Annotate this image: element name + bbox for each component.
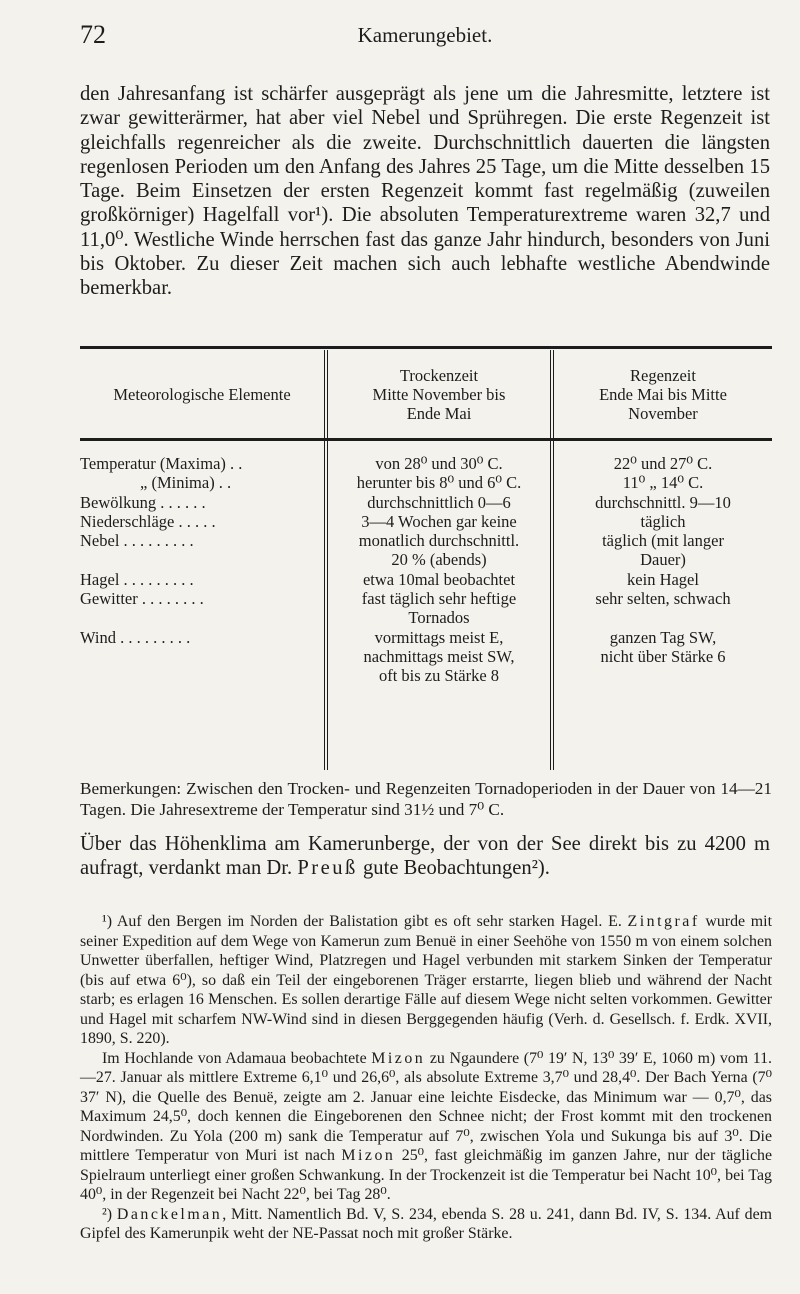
rainy-season-cell: 11⁰ „ 14⁰ C. — [622, 473, 704, 493]
header-dry-line: Ende Mai — [406, 403, 472, 423]
page-number: 72 — [80, 20, 106, 49]
rainy-season-cell: täglich — [640, 511, 686, 531]
element-label: „ (Minima) . . — [140, 473, 232, 493]
rainy-season-cell: durchschnittl. 9—10 — [595, 492, 731, 512]
header-rainy-line: November — [628, 403, 698, 423]
footnote-text: ²) — [102, 1205, 117, 1223]
rainy-season-cell: 22⁰ und 27⁰ C. — [613, 454, 713, 473]
header-rainy-line: Regenzeit — [630, 365, 696, 385]
rainy-season-cell: Dauer) — [640, 550, 686, 570]
footnote — [80, 1049, 772, 1205]
dry-season-cell: herunter bis 8⁰ und 6⁰ C. — [356, 473, 522, 493]
elements-column — [80, 454, 324, 686]
header-rainy-line: Ende Mai bis Mitte — [599, 384, 727, 404]
header-elements — [80, 350, 324, 438]
table-top-rule — [80, 346, 772, 349]
author-name: Preuß — [297, 857, 358, 880]
footnote-text: Im Hochlande von Adamaua beobachtete — [102, 1049, 372, 1067]
author-name: Mizon — [371, 1049, 426, 1067]
paragraph-text-start: Über das Höhenklima am Kamerunberge, der von der See direkt bis zu 4200 m aufragt, verdankt man Dr. — [80, 833, 770, 880]
header-dry-season — [328, 350, 550, 438]
highland-climate-paragraph — [80, 832, 770, 881]
author-name: Mizon — [341, 1147, 396, 1164]
dry-season-cell: Tornados — [408, 608, 470, 628]
dry-season-cell: 20 % (abends) — [391, 550, 487, 570]
dry-season-cell: etwa 10mal beobachtet — [362, 569, 516, 589]
footnote-text: wurde mit seiner Expedition auf dem Wege von Kamerun zum Benuë in einer Seehöhe von 1550 m von einem solchen Unwetter überfallen, heftiger Wind, Platzregen und Hagel verbunden mit starkem Sinken der Temperatur (bis auf etwa 6⁰), so daß ein Teil der eingeborenen Träger erstarrte, liegen blieb und während der Nacht starb; es erlagen 16 Menschen. Es sollen derartige Fälle auf diesem Wege nicht selten vorkommen. Gewitter und Hagel mit scharfem NW-Wind sind in diesen Berggegenden häufig (Verh. d. Gesellsch. f. Erdk. XVII, 1890, S. 220). — [80, 913, 772, 1047]
rainy-season-cell: kein Hagel — [627, 569, 699, 589]
intro-paragraph — [80, 82, 770, 301]
element-label: Nebel . . . . . . . . . — [80, 531, 194, 551]
header-dry-line: Trockenzeit — [399, 365, 479, 385]
footnote — [80, 1205, 772, 1244]
rainy-season-cell: sehr selten, schwach — [595, 589, 731, 609]
footnote-text: , Mitt. Namentlich Bd. V, S. 234, ebenda S. 28 u. 241, dann Bd. IV, S. 134. Auf dem Gipfel des Kamerunpik weht der NE-Passat noch mit großer Stärke. — [80, 1205, 773, 1242]
dry-season-cell: fast täglich sehr heftige — [361, 589, 517, 609]
paragraph-text — [80, 832, 770, 881]
footnote-text: zu Ngaundere (7⁰ 19′ N, 13⁰ 39′ E, 1060 m) vom 11.—27. Januar als mittlere Extreme 6,1⁰ und 26,6⁰, als absolute Extreme 3,7⁰ und 28,4⁰. Der Bach Yerna (7⁰ 37′ N), die Quelle des Benuë, zeigte am 2. Januar eine leichte Eisdecke, das Minimum war — 0,7⁰, das Maximum 24,5⁰, doch kennen die Eingeborenen den Schnee nicht; der Frost kommt mit den trockenen Nordwinden. Zu Yola (200 m) sank die Temperatur auf 7⁰, zwischen Yola und Sukunga bis auf 3⁰. Die mittlere Temperatur von Muri ist nach — [80, 1049, 772, 1164]
element-label: Wind . . . . . . . . . — [80, 627, 191, 647]
remark-text: Bemerkungen: Zwischen den Trocken- und Regenzeiten Tornadoperioden in der Dauer von 14—21 Tagen. Die Jahresextreme der Temperatur sind 31½ und 7⁰ C. — [80, 779, 772, 820]
footnote-text: ¹) Auf den Bergen im Norden der Balistation gibt es oft sehr starken Hagel. E. — [102, 913, 628, 930]
rainy-season-cell: ganzen Tag SW, — [609, 627, 717, 647]
element-label: Hagel . . . . . . . . . — [80, 569, 194, 589]
dry-season-cell: durchschnittlich 0—6 — [367, 492, 511, 512]
element-label: Temperatur (Maxima) . . — [80, 454, 243, 473]
dry-season-cell: nachmittags meist SW, — [363, 646, 515, 666]
author-name: Zintgraf — [627, 913, 700, 930]
footnotes — [80, 912, 772, 1244]
author-name: Danckelman — [116, 1205, 223, 1223]
running-title: Kamerungebiet. — [357, 23, 493, 47]
header-rainy-season — [554, 350, 772, 438]
dry-season-cell: 3—4 Wochen gar keine — [361, 511, 517, 531]
table-remark — [80, 778, 772, 820]
intro-text: den Jahresanfang ist schärfer ausgeprägt als jene um die Jahresmitte, letztere ist zwar gewitterärmer, hat aber viel Nebel und Sprühregen. Die erste Regenzeit ist gleichfalls regenreicher als die zweite. Durchschnittlich dauerten die längsten regenlosen Perioden um den Anfang des Jahres 25 Tage, um die Mitte desselben 15 Tage. Beim Einsetzen der ersten Regenzeit kommt fast regelmäßig (zuweilen großkörniger) Hagelfall vor¹). Die absoluten Temperaturextreme waren 32,7 und 11,0⁰. Westliche Winde herrschen fast das ganze Jahr hindurch, besonders von Juni bis Oktober. Zu dieser Zeit machen sich auch lebhafte westliche Abendwinde bemerkbar. — [80, 83, 770, 300]
element-label: Niederschläge . . . . . — [80, 511, 216, 531]
rainy-season-column — [554, 454, 772, 686]
header-elements-label: Meteorologische Elemente — [113, 384, 291, 404]
dry-season-cell: vormittags meist E, — [374, 627, 504, 647]
element-label — [80, 550, 324, 569]
climate-table — [80, 346, 772, 776]
element-label — [80, 666, 324, 685]
element-label — [80, 608, 324, 627]
dry-season-cell: von 28⁰ und 30⁰ C. — [375, 454, 503, 473]
element-label — [80, 647, 324, 666]
column-divider — [550, 350, 551, 770]
dry-season-cell: oft bis zu Stärke 8 — [378, 666, 500, 686]
element-label: Bewölkung . . . . . . — [80, 492, 206, 512]
element-label: Gewitter . . . . . . . . — [80, 589, 204, 609]
dry-season-column — [328, 454, 550, 686]
footnote — [80, 912, 772, 1049]
table-header-rule — [80, 438, 772, 441]
rainy-season-cell — [554, 608, 772, 627]
rainy-season-cell — [554, 666, 772, 685]
rainy-season-cell: nicht über Stärke 6 — [600, 646, 726, 666]
footnote-text: 25⁰, fast gleichmäßig im ganzen Jahre, nur der tägliche Spielraum unterliegt einer großen Schwankung. In der Trockenzeit ist die Temperatur bei Nacht 10⁰, bei Tag 40⁰, in der Regenzeit bei Nacht 22⁰, bei Tag 28⁰. — [80, 1147, 772, 1203]
rainy-season-cell: täglich (mit langer — [602, 531, 724, 551]
page-header — [80, 20, 770, 62]
paragraph-text-end: gute Beobachtungen²). — [357, 857, 550, 880]
header-dry-line: Mitte November bis — [372, 384, 506, 404]
column-divider — [324, 350, 325, 770]
dry-season-cell: monatlich durchschnittl. — [358, 531, 520, 551]
